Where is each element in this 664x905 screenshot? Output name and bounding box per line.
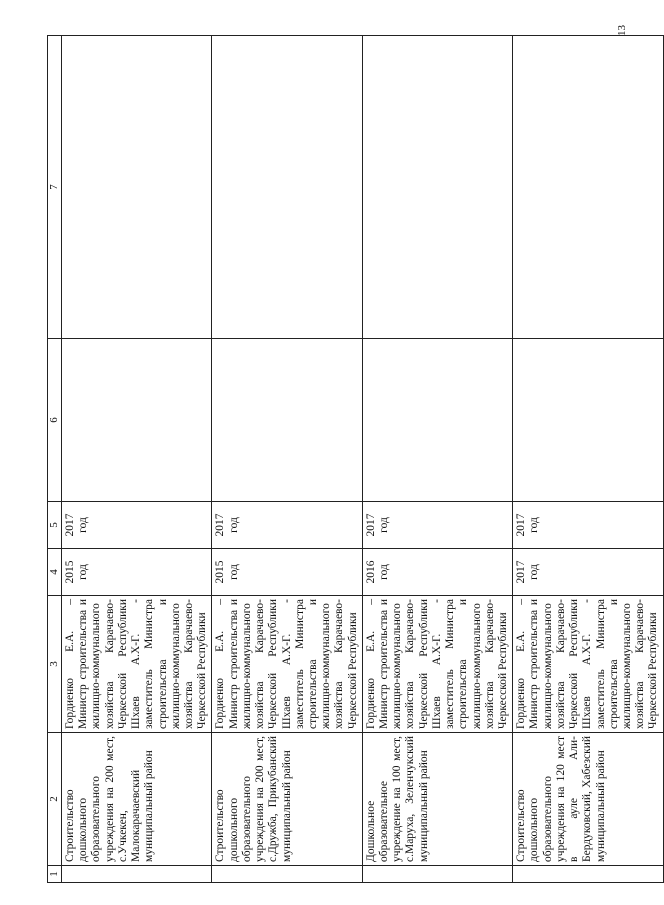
column-number: 5 [48,502,62,549]
column-6-cell [212,339,362,502]
object-name-cell: Дошкольное образовательное учреждение на 100 мест, с.Маруха, Зеленчукский муниципальный район [362,733,512,866]
row-number-cell [212,866,362,883]
column-7-cell [62,36,212,339]
start-year-cell: 2015 год [212,549,362,596]
document-table-wrapper [47,36,660,883]
column-7-cell [362,36,512,339]
end-year-cell: 2017 год [212,502,362,549]
object-name-cell: Строительство дошкольного образовательного учреждения на 200 мест, с.Дружба, Прикубанский муниципальный район [212,733,362,866]
table-row [513,36,663,883]
row-number-cell [62,866,212,883]
page-number: 13 [616,25,628,36]
column-number: 2 [48,733,62,866]
start-year-cell: 2017 год [513,549,663,596]
responsible-cell: Гордиенко Е.А. – Министр строительства и жилищно-коммунального хозяйства Карачаево-Черкесской Республики Шхаев А.Х-Г. - заместитель Министра строительства и жилищно-коммунального хозяйства Карачаево-Черкесской Республики [212,596,362,733]
start-year-cell: 2015 год [62,549,212,596]
table-row [62,36,212,883]
column-number: 6 [48,339,62,502]
column-number: 1 [48,866,62,883]
column-6-cell [513,339,663,502]
object-name-cell: Строительство дошкольного образовательного учреждения на 120 мест в ауле Али-Бердуковский, Хабезский муниципальный район [513,733,663,866]
column-7-cell [513,36,663,339]
table-row [362,36,512,883]
end-year-cell: 2017 год [62,502,212,549]
column-7-cell [212,36,362,339]
row-number-cell [362,866,512,883]
object-name-cell: Строительство дошкольного образовательного учреждения на 200 мест, с.Учкекен, Малокарачаевский муниципальный район [62,733,212,866]
column-number: 3 [48,596,62,733]
document-table [47,35,664,883]
column-6-cell [62,339,212,502]
end-year-cell: 2017 год [362,502,512,549]
responsible-cell: Гордиенко Е.А. – Министр строительства и жилищно-коммунального хозяйства Карачаево-Черкесской Республики Шхаев А.Х-Г. - заместитель Министра строительства и жилищно-коммунального хозяйства Карачаево-Черкесской Республики [62,596,212,733]
row-number-cell [513,866,663,883]
responsible-cell: Гордиенко Е.А. – Министр строительства и жилищно-коммунального хозяйства Карачаево-Черкесской Республики Шхаев А.Х-Г. - заместитель Министра строительства и жилищно-коммунального хозяйства Карачаево-Черкесской Республики [513,596,663,733]
responsible-cell: Гордиенко Е.А. – Министр строительства и жилищно-коммунального хозяйства Карачаево-Черкесской Республики Шхаев А.Х-Г. - заместитель Министра строительства и жилищно-коммунального хозяйства Карачаево-Черкесской Республики [362,596,512,733]
column-6-cell [362,339,512,502]
start-year-cell: 2016 год [362,549,512,596]
table-row [212,36,362,883]
end-year-cell: 2017 год [513,502,663,549]
column-number: 7 [48,36,62,339]
column-number: 4 [48,549,62,596]
column-number-row [48,36,62,883]
